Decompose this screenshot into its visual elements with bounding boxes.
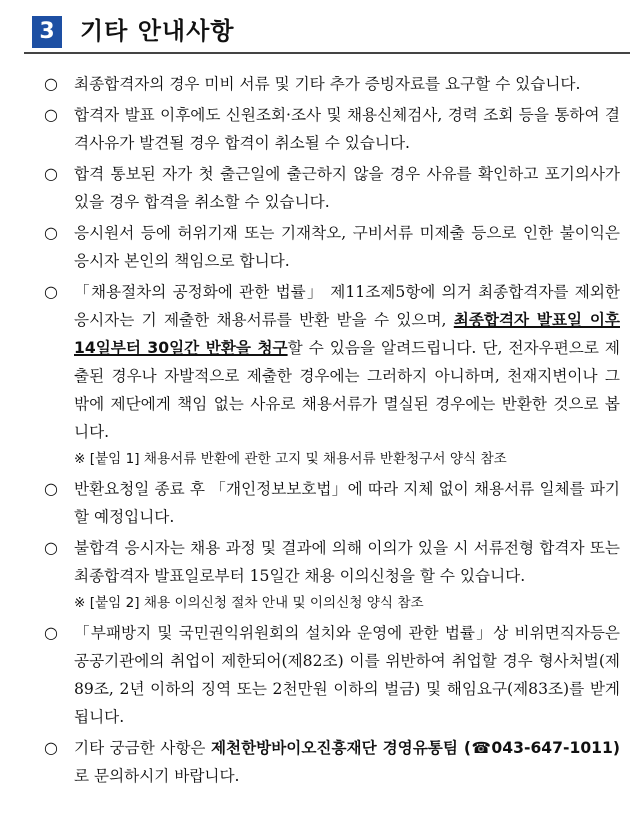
section-header — [24, 12, 630, 52]
notice-item-4 — [40, 219, 620, 275]
notice-text: 「채용절차의 공정화에 관한 법률」 제11조제5항에 의거 최종합격자를 제외한 응시자는 기 제출한 채용서류를 반환 받을 수 있으며, — [74, 283, 620, 329]
notice-text: 합격 통보된 자가 첫 출근일에 출근하지 않을 경우 사유를 확인하고 포기의사가 있을 경우 합격을 취소할 수 있습니다. — [74, 165, 620, 211]
notice-text: 할 수 있음을 알려드립니다. 단, 전자우편으로 제출된 경우나 자발적으로 제출한 경우에는 그러하지 아니하며, 천재지변이나 그 밖에 제단에게 책임 없는 사유로 채용서류가 멸실된 경우에는 반환한 것으로 봅니다. — [74, 339, 620, 441]
bullet-circle-icon: ○ — [44, 738, 58, 757]
notice-text: 로 문의하시기 바랍니다. — [74, 767, 240, 785]
bullet-circle-icon: ○ — [44, 74, 58, 93]
contact-emphasis: 제천한방바이오진흥재단 경영유통팀 (☎043-647-1011) — [210, 739, 620, 757]
notice-text: 최종합격자의 경우 미비 서류 및 기타 추가 증빙자료를 요구할 수 있습니다. — [74, 75, 581, 93]
bullet-circle-icon: ○ — [44, 282, 58, 301]
section-number-badge: 3 — [32, 16, 62, 48]
notice-item-9 — [40, 734, 620, 790]
notice-text: 「부패방지 및 국민권익위원회의 설치와 운영에 관한 법률」상 비위면직자등은 공공기관에의 취업이 제한되어(제82조) 이를 위반하여 취업할 경우 형사처벌(제89조, 2년 이하의 징역 또는 2천만원 이하의 벌금) 및 해임요구(제83조)를 받게 됩니다. — [74, 624, 620, 726]
notice-item-3 — [40, 160, 620, 216]
notice-text: 불합격 응시자는 채용 과정 및 결과에 의해 이의가 있을 시 서류전형 합격자 또는 최종합격자 발표일로부터 15일간 채용 이의신청을 할 수 있습니다. — [74, 539, 620, 585]
notice-item-6 — [40, 475, 620, 531]
notice-list — [40, 70, 620, 793]
notice-text: 반환요청일 종료 후 「개인정보보호법」에 따라 지체 없이 채용서류 일체를 파기할 예정입니다. — [74, 480, 620, 526]
section-title: 기타 안내사항 — [80, 17, 235, 45]
notice-item-1 — [40, 70, 620, 98]
attachment-note-1: ※ [붙임 1] 채용서류 반환에 관한 고지 및 채용서류 반환청구서 양식 참조 — [74, 451, 507, 467]
notice-item-2 — [40, 101, 620, 157]
bullet-circle-icon: ○ — [44, 105, 58, 124]
bullet-circle-icon: ○ — [44, 623, 58, 642]
bullet-circle-icon: ○ — [44, 538, 58, 557]
notice-item-7 — [40, 534, 620, 590]
header-divider — [24, 52, 630, 54]
notice-text: 응시원서 등에 허위기재 또는 기재착오, 구비서류 미제출 등으로 인한 불이익은 응시자 본인의 책임으로 합니다. — [74, 224, 620, 270]
notice-text: 기타 궁금한 사항은 — [74, 739, 211, 757]
attachment-note-2: ※ [붙임 2] 채용 이의신청 절차 안내 및 이의신청 양식 참조 — [74, 595, 424, 611]
notice-emphasis: 최종합격자 발표일 이후 14일부터 30일간 반환을 청구 — [74, 311, 620, 357]
notice-text: 합격자 발표 이후에도 신원조회·조사 및 채용신체검사, 경력 조회 등을 통하여 결격사유가 발견될 경우 합격이 취소될 수 있습니다. — [74, 106, 620, 152]
bullet-circle-icon: ○ — [44, 479, 58, 498]
notice-item-8 — [40, 619, 620, 731]
notice-item-5 — [40, 278, 620, 446]
bullet-circle-icon: ○ — [44, 223, 58, 242]
bullet-circle-icon: ○ — [44, 164, 58, 183]
